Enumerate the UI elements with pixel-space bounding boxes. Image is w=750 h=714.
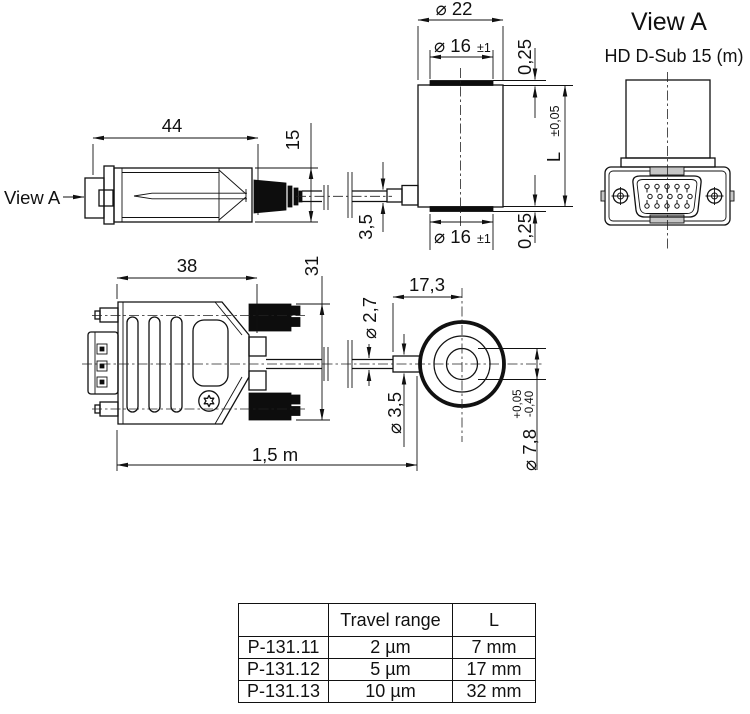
table-row bbox=[239, 659, 536, 681]
view-a-callout-label: View A bbox=[4, 187, 61, 208]
dim-31-label: 31 bbox=[301, 255, 322, 277]
flange-left-nub bbox=[601, 191, 605, 201]
dim-025-bottom-label: 0,25 bbox=[514, 212, 535, 250]
view-a-title: View A bbox=[631, 8, 707, 36]
length-cell: 32 mm bbox=[453, 681, 536, 703]
dim-44-label: 44 bbox=[161, 115, 183, 136]
dim-cable-length-label: 1,5 m bbox=[251, 444, 299, 465]
model-cell: P-131.11 bbox=[239, 637, 329, 659]
cylinder-bottom-cap bbox=[430, 207, 493, 212]
dim-d16-bottom-label: ⌀ 16 bbox=[434, 226, 471, 247]
dim-d16-bottom-tolerance: ±1 bbox=[477, 232, 491, 246]
dim-d22-label: ⌀ 22 bbox=[435, 0, 473, 19]
dim-d78-tol-minus: -0,40 bbox=[524, 390, 536, 418]
table-row bbox=[239, 637, 536, 659]
model-cell: P-131.13 bbox=[239, 681, 329, 703]
dim-173-label: 17,3 bbox=[408, 274, 446, 295]
dim-35-cable-label: 3,5 bbox=[355, 214, 376, 240]
travel-range-cell: 5 µm bbox=[329, 659, 453, 681]
dim-L-tolerance: ±0,05 bbox=[548, 105, 562, 137]
table-header-l: L bbox=[453, 604, 536, 637]
travel-range-cell: 2 µm bbox=[329, 637, 453, 659]
dim-L-label: L bbox=[543, 151, 564, 163]
dim-025-top-label: 0,25 bbox=[514, 38, 535, 76]
length-cell: 17 mm bbox=[453, 659, 536, 681]
dim-15-label: 15 bbox=[282, 129, 303, 151]
dim-d16-top-label: ⌀ 16 bbox=[434, 35, 471, 56]
travel-range-table bbox=[238, 603, 536, 703]
view-a-subtitle: HD D-Sub 15 (m) bbox=[604, 46, 744, 66]
length-cell: 7 mm bbox=[453, 637, 536, 659]
travel-range-cell: 10 µm bbox=[329, 681, 453, 703]
dim-d78-tol-plus: +0,05 bbox=[512, 389, 524, 419]
dim-d16-top-tolerance: ±1 bbox=[477, 41, 491, 55]
dim-d27-label: ⌀ 2,7 bbox=[359, 297, 380, 339]
model-cell: P-131.12 bbox=[239, 659, 329, 681]
polarization-tab-top bbox=[650, 167, 684, 175]
flange-right-nub bbox=[730, 191, 734, 201]
table-header-empty bbox=[239, 604, 329, 637]
dim-d78-label: ⌀ 7,8 bbox=[519, 429, 540, 471]
table-header-row bbox=[239, 604, 536, 637]
cylinder-top-cap bbox=[430, 81, 493, 86]
dim-38-label: 38 bbox=[176, 255, 198, 276]
strain-relief-boot-side bbox=[254, 180, 286, 213]
table-row bbox=[239, 681, 536, 703]
table-header-travel-range: Travel range bbox=[329, 604, 453, 637]
polarization-tab-bottom bbox=[650, 215, 684, 223]
dim-d35-label: ⌀ 3,5 bbox=[384, 392, 405, 434]
